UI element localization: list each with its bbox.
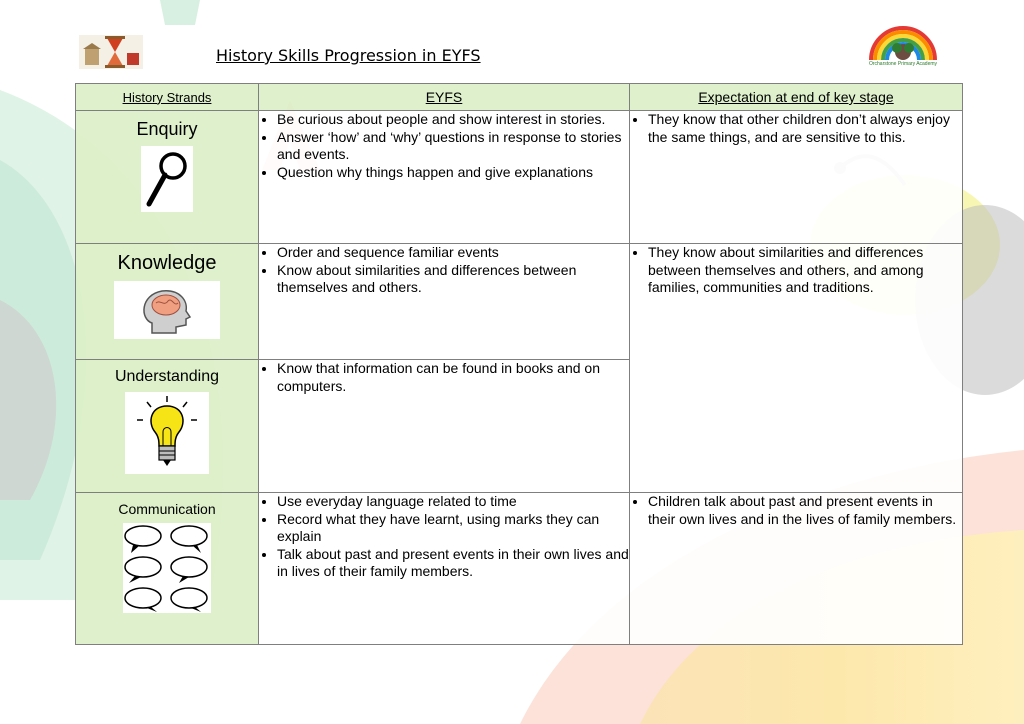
table-row-enquiry — [76, 111, 963, 244]
rainbow-icon — [866, 24, 940, 62]
lightbulb-icon — [125, 392, 209, 474]
expectation-cell-knowledge-understanding — [630, 244, 963, 493]
table-header-row — [76, 84, 963, 111]
eyfs-cell-knowledge — [259, 244, 630, 360]
list-item: • They know about similarities and differences between themselves and others, and among families, communities and traditions. — [648, 244, 962, 297]
speech-bubbles-icon — [123, 523, 211, 613]
table-row-knowledge — [76, 244, 963, 360]
hourglass-icon — [79, 35, 143, 69]
list-item: • Know about similarities and differences between themselves and others. — [277, 262, 629, 297]
list-item: • Talk about past and present events in their own lives and in lives of their family members. — [277, 546, 629, 581]
strand-name-understanding: Understanding — [114, 368, 220, 385]
magnifying-glass-icon — [141, 146, 193, 212]
expectation-cell-communication — [630, 493, 963, 645]
strand-cell-knowledge — [76, 244, 259, 360]
list-item: • Be curious about people and show interest in stories. — [277, 111, 629, 129]
eyfs-cell-understanding — [259, 360, 630, 493]
expectation-cell-enquiry — [630, 111, 963, 244]
header-history-strands: History Strands — [76, 84, 259, 111]
list-item: • Answer ‘how’ and ‘why’ questions in response to stories and events. — [277, 129, 629, 164]
list-item: • They know that other children don’t always enjoy the same things, and are sensitive to this. — [648, 111, 962, 146]
header-expectation: Expectation at end of key stage — [630, 84, 963, 111]
brain-head-icon — [114, 281, 220, 339]
list-item: • Use everyday language related to time — [277, 493, 629, 511]
skills-table — [75, 83, 963, 645]
strand-name-enquiry: Enquiry — [136, 119, 198, 139]
list-item: • Order and sequence familiar events — [277, 244, 629, 262]
eyfs-cell-communication — [259, 493, 630, 645]
eyfs-cell-enquiry — [259, 111, 630, 244]
school-logo — [866, 24, 940, 72]
strand-name-knowledge: Knowledge — [117, 252, 217, 274]
header-eyfs: EYFS — [259, 84, 630, 111]
list-item: • Know that information can be found in books and on computers. — [277, 360, 629, 395]
history-logo — [79, 35, 143, 69]
page-title: History Skills Progression in EYFS — [216, 46, 481, 65]
strand-cell-communication — [76, 493, 259, 645]
list-item: • Record what they have learnt, using marks they can explain — [277, 511, 629, 546]
strand-cell-understanding — [76, 360, 259, 493]
list-item: • Children talk about past and present events in their own lives and in the lives of family members. — [648, 493, 962, 528]
strand-cell-enquiry — [76, 111, 259, 244]
list-item: • Question why things happen and give explanations — [277, 164, 629, 182]
table-row-communication — [76, 493, 963, 645]
school-caption: Orcharstone Primary Academy — [868, 61, 938, 67]
strand-name-communication: Communication — [118, 501, 216, 517]
